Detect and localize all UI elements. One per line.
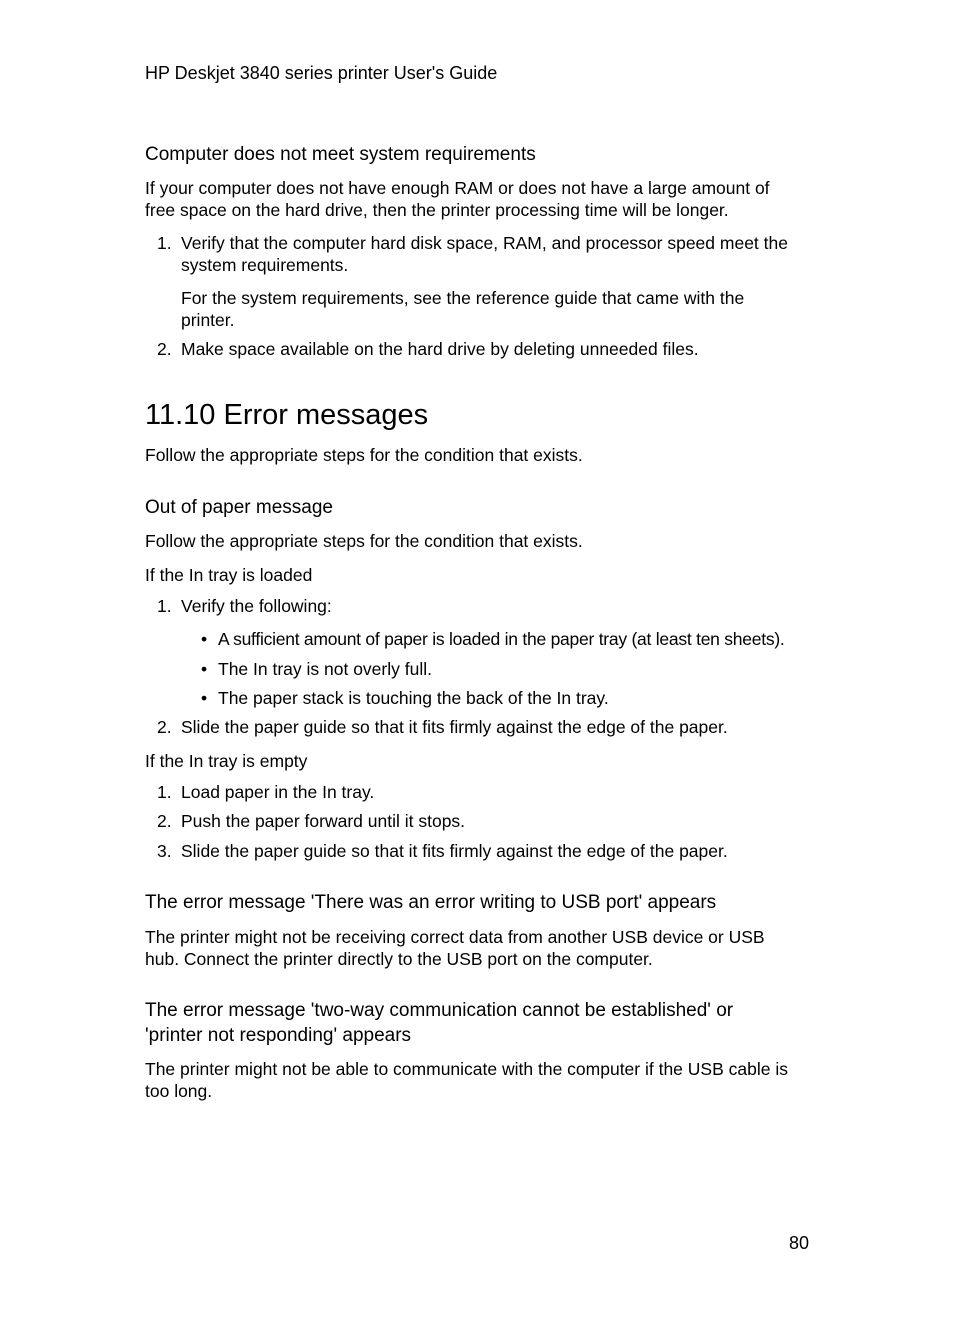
bullet-item-text: The paper stack is touching the back of the In tray. <box>218 688 609 708</box>
paragraph-line: hub. Connect the printer directly to the USB port on the computer. <box>145 949 653 969</box>
bullet-glyph: • <box>201 659 208 679</box>
paragraph-line: The printer might not be receiving correct data from another USB device or USB <box>145 927 765 947</box>
section-heading-out-of-paper: Out of paper message <box>145 497 333 518</box>
list-number: 3. <box>157 841 172 861</box>
bullet-item-text: A sufficient amount of paper is loaded in the paper tray (at least ten sheets). <box>218 629 785 649</box>
subheading-in-tray-loaded: If the In tray is loaded <box>145 565 313 585</box>
page-number: 80 <box>788 1233 809 1253</box>
list-item-text: system requirements. <box>181 255 349 275</box>
paragraph-line: too long. <box>145 1081 213 1101</box>
list-item-text: Verify the following: <box>181 596 332 616</box>
chapter-heading-error-messages: 11.10 Error messages <box>145 399 429 431</box>
section-heading-two-way-error: The error message 'two-way communication cannot be established' or <box>145 1000 734 1021</box>
paragraph-line: free space on the hard drive, then the printer processing time will be longer. <box>145 200 729 220</box>
list-number: 1. <box>157 782 172 802</box>
paragraph-line: If your computer does not have enough RAM or does not have a large amount of <box>145 178 770 198</box>
list-item-note: printer. <box>181 310 235 330</box>
list-number: 1. <box>157 233 172 253</box>
paragraph-line: Follow the appropriate steps for the condition that exists. <box>145 531 583 551</box>
list-item-note: For the system requirements, see the reference guide that came with the <box>181 288 745 308</box>
bullet-glyph: • <box>201 629 208 649</box>
paragraph-line: The printer might not be able to communicate with the computer if the USB cable is <box>145 1059 788 1079</box>
paragraph-line: Follow the appropriate steps for the condition that exists. <box>145 445 583 465</box>
list-item-text: Push the paper forward until it stops. <box>181 811 466 831</box>
list-item-text: Make space available on the hard drive by deleting unneeded files. <box>181 339 699 359</box>
section-heading-system-requirements: Computer does not meet system requirements <box>145 144 536 165</box>
running-header: HP Deskjet 3840 series printer User's Guide <box>145 63 498 83</box>
list-item-text: Verify that the computer hard disk space, RAM, and processor speed meet the <box>181 233 788 253</box>
list-item-text: Slide the paper guide so that it fits firmly against the edge of the paper. <box>181 841 728 861</box>
list-number: 2. <box>157 339 172 359</box>
section-heading-two-way-error-line2: 'printer not responding' appears <box>145 1025 412 1046</box>
subheading-in-tray-empty: If the In tray is empty <box>145 751 308 771</box>
bullet-item-text: The In tray is not overly full. <box>218 659 432 679</box>
list-item-text: Load paper in the In tray. <box>181 782 375 802</box>
list-number: 2. <box>157 717 172 737</box>
section-heading-usb-error: The error message 'There was an error writing to USB port' appears <box>145 892 717 913</box>
list-number: 2. <box>157 811 172 831</box>
bullet-glyph: • <box>201 688 208 708</box>
list-item-text: Slide the paper guide so that it fits firmly against the edge of the paper. <box>181 717 728 737</box>
list-number: 1. <box>157 596 172 616</box>
